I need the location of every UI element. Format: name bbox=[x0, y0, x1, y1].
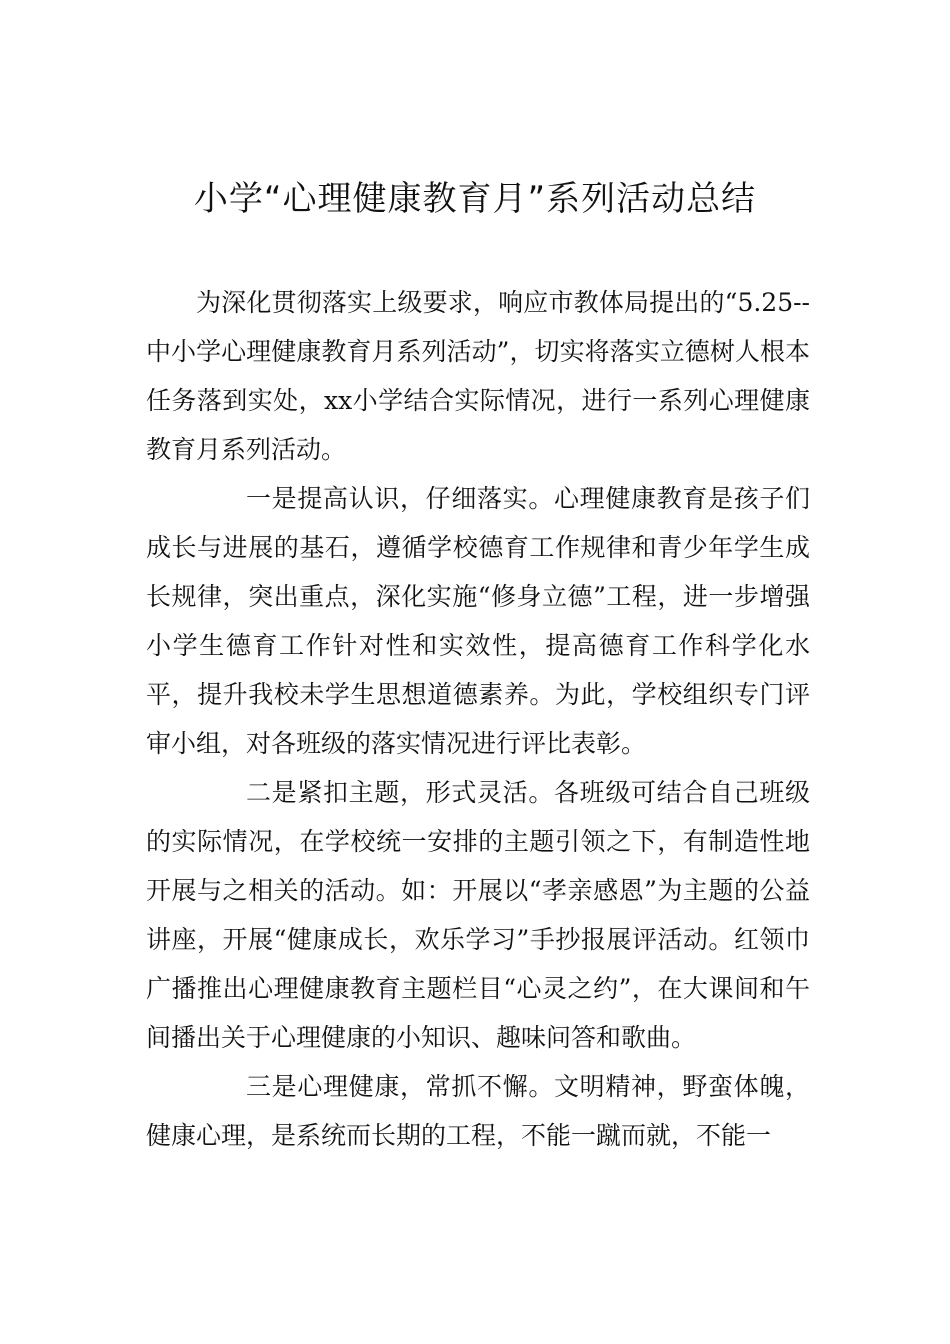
paragraph-point-two: 二是紧扣主题，形式灵活。各班级可结合自己班级的实际情况，在学校统一安排的主题引领之下，有制造性地开展与之相关的活动。如：开展以“孝亲感恩”为主题的公益讲座，开展“健康成长，欢乐学习”手抄报展评活动。红领巾广播推出心理健康教育主题栏目“心灵之约”，在大课间和午间播出关于心理健康的小知识、趣味问答和歌曲。 bbox=[146, 778, 810, 1052]
document-title: 小学“心理健康教育月”系列活动总结 bbox=[193, 179, 757, 219]
paragraph-point-three: 三是心理健康，常抓不懈。文明精神，野蛮体魄，健康心理，是系统而长期的工程，不能一蹴而就，不能一 bbox=[146, 1072, 810, 1150]
document-body bbox=[146, 278, 810, 1160]
paragraph-intro: 为深化贯彻落实上级要求，响应市教体局提出的“5.25--中小学心理健康教育月系列活动”，切实将落实立德树人根本任务落到实处，xx小学结合实际情况，进行一系列心理健康教育月系列活动。 bbox=[146, 288, 810, 464]
paragraph-point-one: 一是提高认识，仔细落实。心理健康教育是孩子们成长与进展的基石，遵循学校德育工作规律和青少年学生成长规律，突出重点，深化实施“修身立德”工程，进一步增强小学生德育工作针对性和实效性，提高德育工作科学化水平，提升我校未学生思想道德素养。为此，学校组织专门评审小组，对各班级的落实情况进行评比表彰。 bbox=[146, 484, 810, 758]
